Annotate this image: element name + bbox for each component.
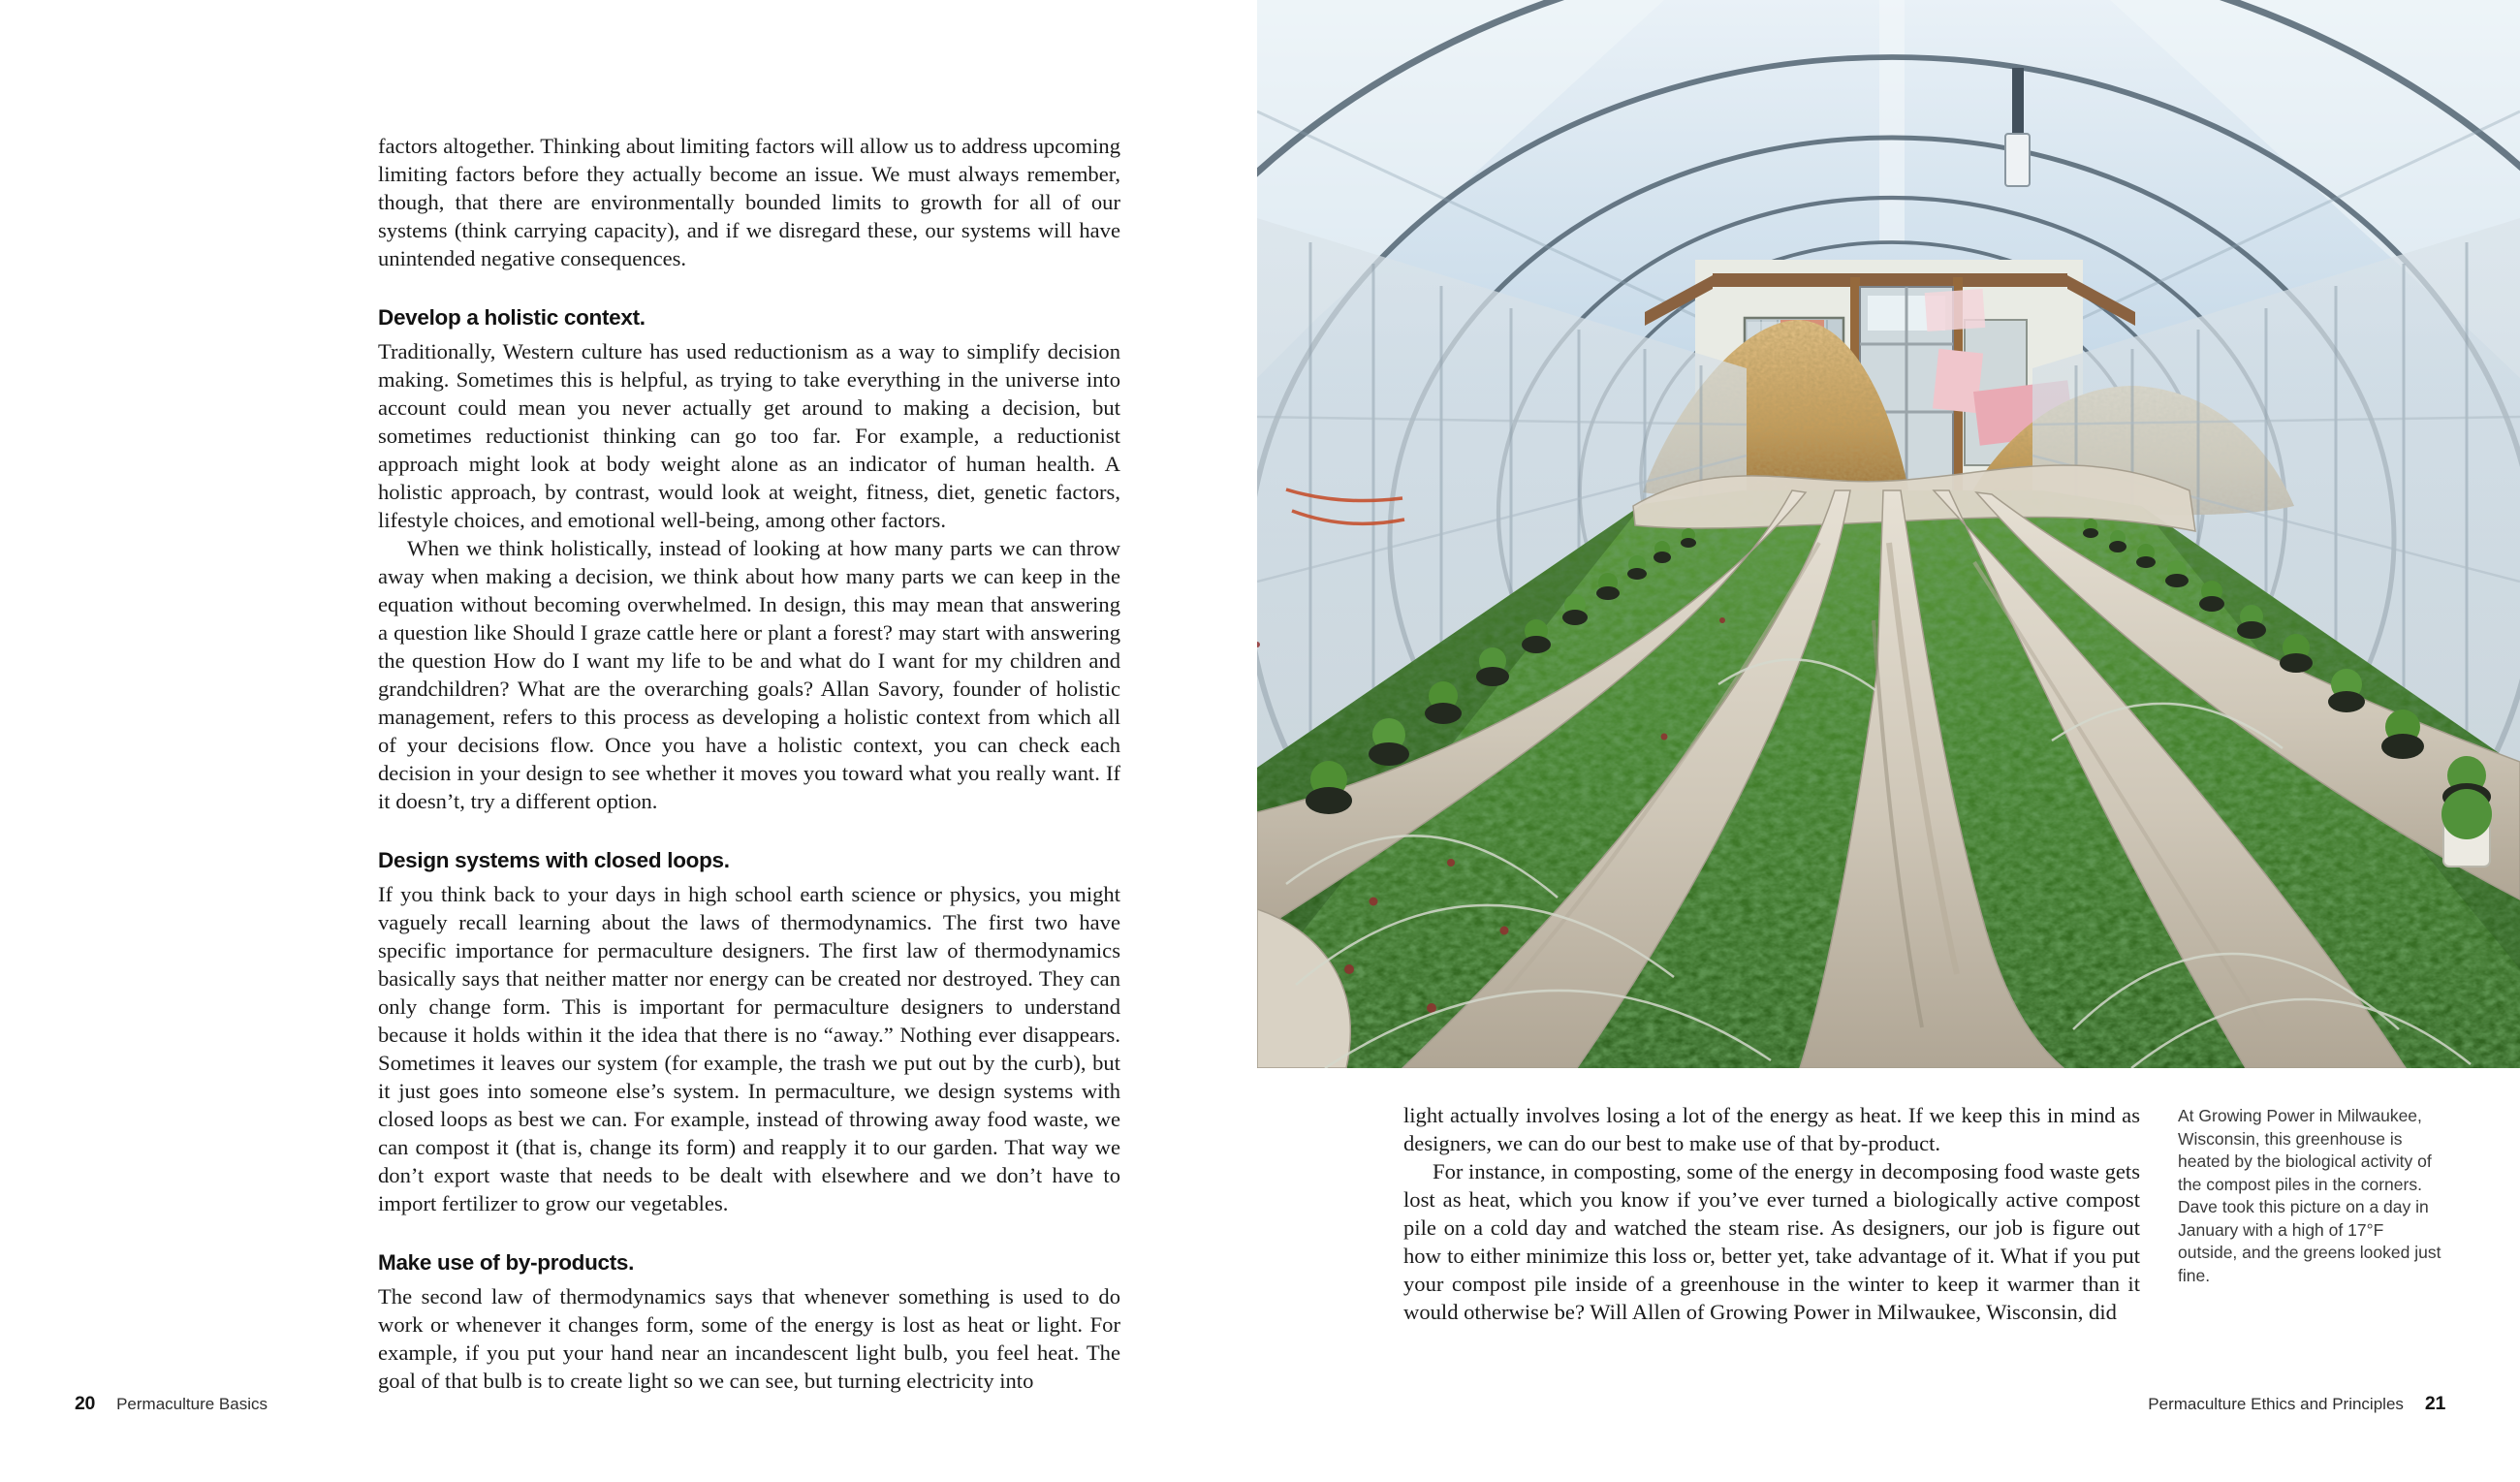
running-foot-right	[2148, 1393, 2445, 1415]
body-paragraph: If you think back to your days in high school earth science or physics, you might vaguely recall learning about the laws of thermodynamics. The first two have specific importance for permaculture designers. The first law of thermodynamics basically says that neither matter nor energy can be created nor destroyed. They can only change form. This is important for permaculture designers to understand because it holds within it the idea that there is no “away.” Nothing ever disappears. Sometimes it leaves our system (for example, the trash we put out by the curb), but it just goes into someone else’s system. In permaculture, we design systems with closed loops as best we can. For example, instead of throwing away food waste, we can compost it (that is, change its form) and reapply it to our garden. That way we don’t export waste that needs to be dealt with elsewhere and we don’t have to import fertilizer to grow our vegetables.	[378, 882, 1120, 1215]
section-heading: Make use of by-products.	[378, 1250, 635, 1275]
body-paragraph: The second law of thermodynamics says that whenever something is used to do work or whenever it changes form, some of the energy is lost as heat or light. For example, if you put your hand near an incandescent light bulb, you feel heat. The goal of that bulb is to create light so we can see, but turning electricity into	[378, 1284, 1120, 1393]
right-page-column	[1403, 1101, 2140, 1326]
photo-caption: At Growing Power in Milwaukee, Wisconsin, this greenhouse is heated by the biological activity of the compost piles in the corners. Dave took this picture on a day in January with a high of 17°F outside, and the greens looked just fine.	[2178, 1106, 2441, 1285]
running-foot-left	[75, 1393, 268, 1415]
running-title-left: Permaculture Basics	[116, 1395, 268, 1413]
section-heading: Develop a holistic context.	[378, 305, 646, 330]
page-number-left: 20	[75, 1393, 96, 1414]
body-paragraph: Traditionally, Western culture has used reductionism as a way to simplify decision making. Sometimes this is helpful, as trying to take everything in the universe into account could mean you never actually get around to making a decision, but sometimes reductionist thinking can go too far. For example, a reductionist approach might look at body weight alone as an indicator of human health. A holistic approach, by contrast, would look at weight, fitness, diet, genetic factors, lifestyle choices, and emotional well-being, among other factors.	[378, 339, 1120, 532]
section-heading: Design systems with closed loops.	[378, 848, 730, 872]
running-title-right: Permaculture Ethics and Principles	[2148, 1395, 2404, 1413]
body-paragraph: factors altogether. Thinking about limiting factors will allow us to address upcoming limiting factors before they actually become an issue. We must always remember, though, that there are environmentally bounded limits to growth for all of our systems (think carrying capacity), and if we disregard these, our systems will have unintended negative consequences.	[378, 134, 1120, 270]
greenhouse-photo	[1257, 0, 2520, 1068]
page-number-right: 21	[2424, 1393, 2445, 1414]
body-paragraph: When we think holistically, instead of looking at how many parts we can throw away when making a decision, we think about how many parts we can keep in the equation without becoming overwhelmed. In design, this may mean that answering a question like Should I graze cattle here or plant a forest? may start with answering the question How do I want my life to be and what do I want for my children and grandchildren? What are the overarching goals? Allan Savory, founder of holistic management, refers to this process as developing a holistic context from which all of your decisions flow. Once you have a holistic context, you can check each decision in your design to see whether it moves you toward what you really want. If it doesn’t, try a different option.	[378, 536, 1120, 813]
left-page-column	[378, 132, 1120, 1395]
greenhouse-photo-art	[1257, 0, 2520, 1068]
body-paragraph: light actually involves losing a lot of the energy as heat. If we keep this in mind as designers, we can do our best to make use of that by-product.	[1403, 1103, 2140, 1155]
body-paragraph: For instance, in composting, some of the energy in decomposing food waste gets lost as heat, which you know if you’ve ever turned a biologically active compost pile on a cold day and watched the steam rise. As designers, our job is figure out how to either minimize this loss or, better yet, take advantage of it. What if you put your compost pile inside of a greenhouse in the winter to keep it warmer than it would otherwise be? Will Allen of Growing Power in Milwaukee, Wisconsin, did	[1403, 1159, 2140, 1324]
